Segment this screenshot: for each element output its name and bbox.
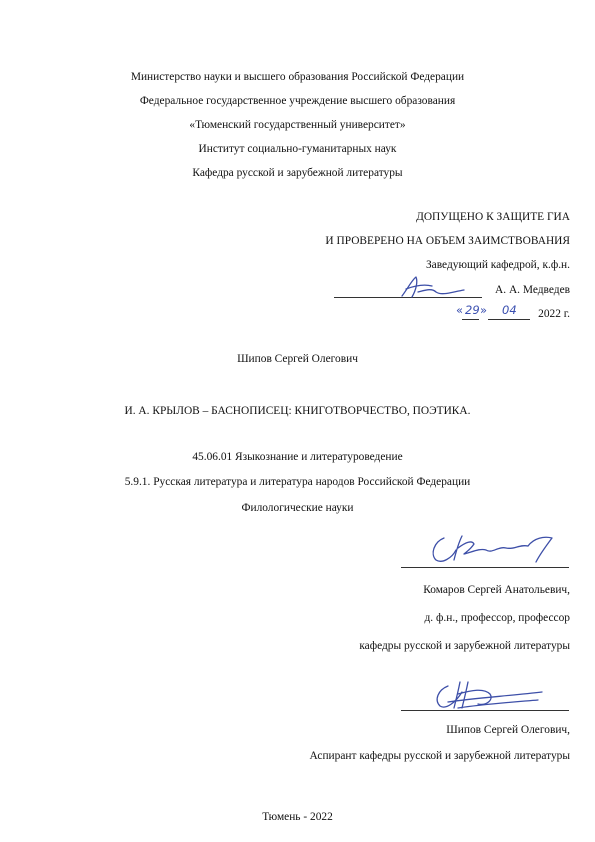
institution-type-line: Федеральное государственное учреждение высшего образования	[139, 95, 456, 107]
department-head-title: Заведующий кафедрой, к.ф.н.	[425, 259, 570, 271]
student-name: Шипов Сергей Олегович,	[446, 724, 570, 736]
specialty: 5.9.1. Русская литература и литература народов Российской Федерации	[124, 476, 471, 488]
head-signature	[398, 274, 468, 300]
date-day-line	[462, 319, 479, 320]
supervisor-name: Комаров Сергей Анатольевич,	[423, 584, 570, 596]
program-code: 45.06.01 Языкознание и литературоведение	[192, 451, 403, 463]
student-position: Аспирант кафедры русской и зарубежной литературы	[309, 750, 570, 762]
supervisor-signature	[428, 532, 558, 566]
student-signature-line	[401, 710, 569, 711]
date-day: 29	[465, 303, 480, 317]
institute-name: Институт социально-гуманитарных наук	[198, 143, 397, 155]
supervisor-department: кафедры русской и зарубежной литературы	[359, 640, 570, 652]
approval-line-1: ДОПУЩЕНО К ЗАЩИТЕ ГИА	[416, 211, 570, 223]
date-open-quote: «	[456, 303, 464, 317]
approval-line-2: И ПРОВЕРЕНО НА ОБЪЕМ ЗАИМСТВОВАНИЯ	[325, 235, 570, 247]
ministry-line: Министерство науки и высшего образования Российской Федерации	[130, 71, 465, 83]
department-head-name: А. А. Медведев	[495, 284, 570, 296]
thesis-title: И. А. КРЫЛОВ – БАСНОПИСЕЦ: КНИГОТВОРЧЕСТВО, ПОЭТИКА.	[124, 405, 471, 417]
city-year: Тюмень - 2022	[262, 811, 333, 823]
date-close-quote: »	[480, 303, 488, 317]
supervisor-signature-line	[401, 567, 569, 568]
student-signature	[428, 676, 548, 712]
date-year: 2022 г.	[538, 308, 570, 320]
date-month: 04	[502, 303, 517, 317]
supervisor-degree: д. ф.н., профессор, профессор	[424, 612, 570, 624]
date-month-line	[488, 319, 530, 320]
author-name: Шипов Сергей Олегович	[237, 353, 358, 365]
department-name: Кафедра русской и зарубежной литературы	[192, 167, 403, 179]
scientific-field: Филологические науки	[241, 502, 354, 514]
university-name: «Тюменский государственный университет»	[189, 119, 406, 131]
